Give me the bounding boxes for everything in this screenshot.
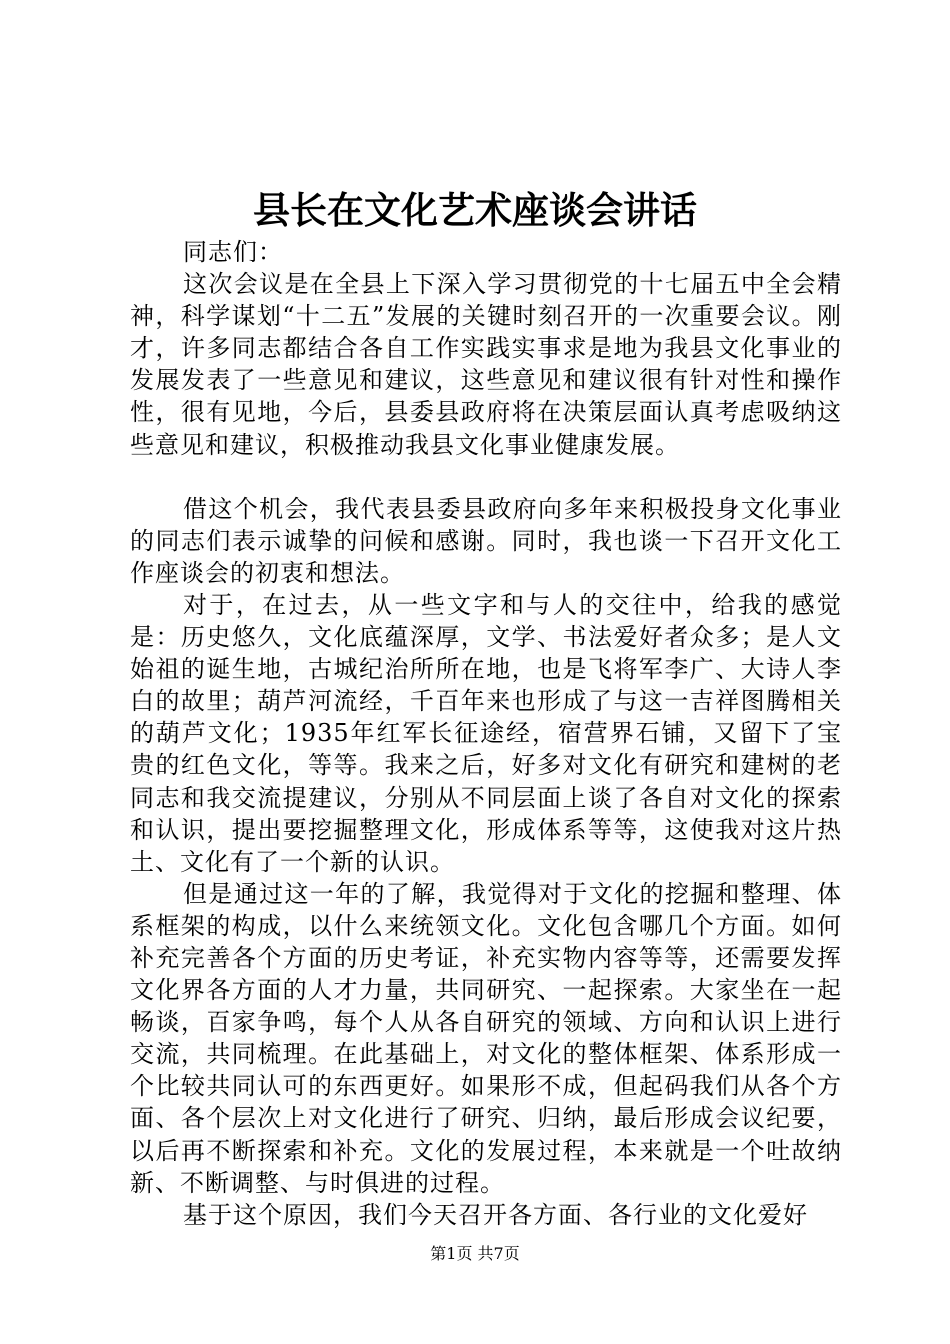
page-number-footer: 第1页 共7页 bbox=[430, 1244, 520, 1263]
paragraph-5: 基于这个原因，我们今天召开各方面、各行业的文化爱好 bbox=[183, 1200, 808, 1229]
paragraph-1: 这次会议是在全县上下深入学习贯彻党的十七届五中全会精神，科学谋划“十二五”发展的关键时刻召开的一次重要会议。刚才，许多同志都结合各自工作实践实事求是地为我县文化事业的发展发表了一些意见和建议，这些意见和建议很有针对性和操作性，很有见地，今后，县委县政府将在决策层面认真考虑吸纳这些意见和建议，积极推动我县文化事业健康发展。 bbox=[130, 270, 842, 459]
document-title: 县长在文化艺术座谈会讲话 bbox=[253, 188, 697, 232]
paragraph-4: 但是通过这一年的了解，我觉得对于文化的挖掘和整理、体系框架的构成，以什么来统领文化。文化包含哪几个方面。如何补充完善各个方面的历史考证，补充实物内容等等，还需要发挥文化界各方面的人才力量，共同研究、一起探索。大家坐在一起畅谈，百家争鸣，每个人从各自研究的领域、方向和认识上进行交流，共同梳理。在此基础上，对文化的整体框架、体系形成一个比较共同认可的东西更好。如果形不成，但起码我们从各个方面、各个层次上对文化进行了研究、归纳，最后形成会议纪要，以后再不断探索和补充。文化的发展过程，本来就是一个吐故纳新、不断调整、与时俱进的过程。 bbox=[130, 879, 842, 1197]
paragraph-2: 借这个机会，我代表县委县政府向多年来积极投身文化事业的同志们表示诚挚的问候和感谢。同时，我也谈一下召开文化工作座谈会的初衷和想法。 bbox=[130, 494, 842, 587]
paragraph-3: 对于，在过去，从一些文字和与人的交往中，给我的感觉是：历史悠久，文化底蕴深厚，文学、书法爱好者众多；是人文始祖的诞生地，古城纪治所所在地，也是飞将军李广、大诗人李白的故里；葫芦河流经，千百年来也形成了与这一吉祥图腾相关的葫芦文化；1935年红军长征途经，宿营界石铺，又留下了宝贵的红色文化，等等。我来之后，好多对文化有研究和建树的老同志和我交流提建议，分别从不同层面上谈了各自对文化的探索和认识，提出要挖掘整理文化，形成体系等等，这使我对这片热土、文化有了一个新的认识。 bbox=[130, 590, 842, 876]
salutation: 同志们： bbox=[183, 238, 283, 266]
document-body bbox=[130, 236, 842, 1231]
